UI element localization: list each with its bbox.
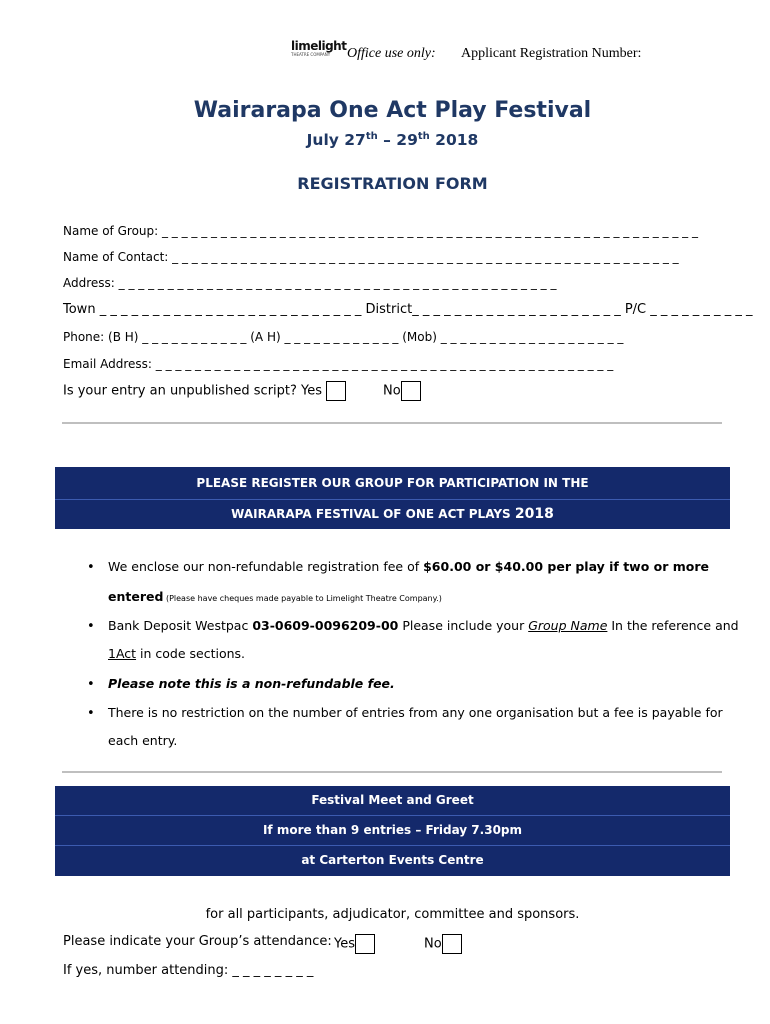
yes-label: Yes — [334, 936, 355, 952]
bullet-icon: • — [87, 677, 95, 692]
divider — [62, 422, 722, 424]
address-field[interactable]: Address: _ _ _ _ _ _ _ _ _ _ _ _ _ _ _ _ _ _ _ _ _ _ _ _ _ _ _ _ _ _ _ _ _ _ _ _ _ _ _ _ _ _ _ _ _ — [63, 276, 557, 290]
logo-subtext: THEATRE COMPANY — [291, 52, 331, 57]
form-title: REGISTRATION FORM — [297, 174, 488, 193]
group-name-field[interactable]: Name of Group: _ _ _ _ _ _ _ _ _ _ _ _ _ _ _ _ _ _ _ _ _ _ _ _ _ _ _ _ _ _ _ _ _ _ _ _ _ _ _ _ _ _ _ _ _ _ _ _ _ _ _ _ _ _ _ — [63, 224, 698, 238]
bank-text: Bank Deposit Westpac — [108, 618, 253, 633]
festival-title: Wairarapa One Act Play Festival — [193, 98, 592, 123]
unpublished-no-checkbox[interactable] — [401, 381, 421, 401]
meet-greet-line-3: at Carterton Events Centre — [55, 845, 730, 875]
banner-line-1: PLEASE REGISTER OUR GROUP FOR PARTICIPATION IN THE — [196, 476, 589, 490]
no-label: No — [383, 383, 401, 399]
code-ref: 1Act — [108, 646, 137, 661]
bank-text: in code sections. — [136, 646, 246, 661]
unpublished-no — [383, 381, 421, 401]
attendance-yes — [334, 934, 375, 954]
divider — [62, 771, 722, 773]
banner-line-2-text: WAIRARAPA FESTIVAL OF ONE ACT PLAYS — [231, 507, 515, 521]
number-attending-field[interactable]: If yes, number attending: _ _ _ _ _ _ _ _ — [63, 963, 314, 978]
unpublished-question — [63, 381, 346, 401]
no-label: No — [424, 936, 442, 952]
unpublished-label: Is your entry an unpublished script? Yes — [63, 383, 323, 399]
bank-account: 03-0609-0096209-00 — [252, 618, 399, 633]
attendance-no — [424, 934, 462, 954]
logo-text: limelight — [291, 39, 347, 53]
phone-field[interactable]: Phone: (B H) _ _ _ _ _ _ _ _ _ _ _ (A H) _ _ _ _ _ _ _ _ _ _ _ _ (Mob) _ _ _ _ _ _ _ _ _ _ _ _ _ _ _ _ _ _ _ — [63, 330, 624, 344]
banner-year: 2018 — [514, 506, 554, 522]
fee-amount: $60.00 or $40.00 per play if two or more — [423, 559, 710, 574]
entries-bullet-line2: each entry. — [108, 733, 178, 748]
date-suffix: th — [365, 131, 378, 142]
attendance-no-checkbox[interactable] — [442, 934, 462, 954]
meet-greet-banner — [55, 786, 730, 876]
date-part: July 27 — [306, 131, 366, 150]
bank-text: Please include your — [398, 618, 529, 633]
meet-greet-line-1: Festival Meet and Greet — [311, 793, 474, 807]
meet-greet-line-2: If more than 9 entries – Friday 7.30pm — [55, 815, 730, 845]
fee-bullet-line1 — [108, 559, 709, 574]
town-district-pc-field[interactable]: Town _ _ _ _ _ _ _ _ _ _ _ _ _ _ _ _ _ _ _ _ _ _ _ _ _ District_ _ _ _ _ _ _ _ _ _ _ _ _ _ _ _ _ _ _ _ P/C _ _ _ _ _ _ _ _ _ _ — [63, 302, 753, 317]
attendance-label: Please indicate your Group’s attendance: — [63, 934, 332, 949]
registration-banner — [55, 467, 730, 529]
bullet-icon: • — [87, 706, 95, 721]
fee-entered: entered — [108, 589, 164, 604]
date-suffix: th — [417, 131, 430, 142]
participants-line: for all participants, adjudicator, committee and sponsors. — [205, 907, 580, 922]
bank-bullet-line1 — [108, 618, 739, 633]
date-part: 2018 — [429, 131, 479, 150]
fee-bullet-line2 — [108, 589, 442, 604]
office-use-label: Office use only: — [347, 46, 436, 61]
bank-text: In the reference and — [607, 618, 739, 633]
non-refundable-note: Please note this is a non-refundable fee. — [108, 676, 395, 691]
date-part: – 29 — [377, 131, 418, 150]
festival-dates — [0, 131, 770, 149]
email-field[interactable]: Email Address: _ _ _ _ _ _ _ _ _ _ _ _ _ _ _ _ _ _ _ _ _ _ _ _ _ _ _ _ _ _ _ _ _ _ _ _ _ _ _ _ _ _ _ _ _ _ _ — [63, 357, 614, 371]
banner-line-2 — [55, 499, 730, 529]
limelight-logo — [291, 39, 347, 60]
group-name-ref: Group Name — [528, 618, 608, 633]
unpublished-yes-checkbox[interactable] — [326, 381, 346, 401]
applicant-registration-label: Applicant Registration Number: — [461, 46, 642, 61]
entries-bullet-line1: There is no restriction on the number of entries from any one organisation but a fee is payable for — [108, 705, 723, 720]
attendance-yes-checkbox[interactable] — [355, 934, 375, 954]
bullet-icon: • — [87, 560, 95, 575]
cheque-note: (Please have cheques made payable to Limelight Theatre Company.) — [163, 594, 442, 603]
bank-bullet-line2 — [108, 646, 245, 661]
contact-name-field[interactable]: Name of Contact: _ _ _ _ _ _ _ _ _ _ _ _ _ _ _ _ _ _ _ _ _ _ _ _ _ _ _ _ _ _ _ _ _ _ _ _ _ _ _ _ _ _ _ _ _ _ _ _ _ _ _ _ — [63, 250, 679, 264]
bullet-icon: • — [87, 619, 95, 634]
fee-text: We enclose our non-refundable registration fee of — [108, 559, 424, 574]
